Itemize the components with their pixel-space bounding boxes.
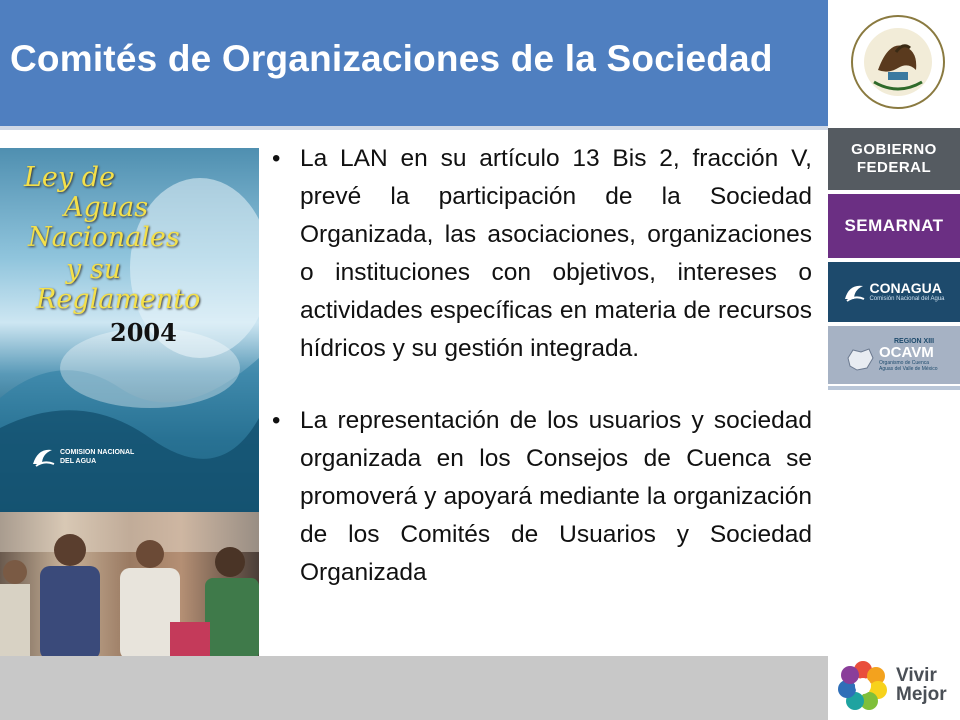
book-year: 2004	[110, 318, 177, 347]
sidebar-divider	[828, 386, 960, 390]
book-title-line-1: Ley de	[24, 162, 116, 193]
ocavm-subtitle: Organismo de Cuenca Aguas del Valle de México	[879, 360, 938, 372]
conagua-logo	[828, 262, 960, 322]
cna-publisher-logo	[30, 444, 134, 470]
vivir-mejor-logo	[836, 655, 960, 715]
valley-map-icon	[845, 346, 875, 372]
semarnat-logo	[828, 194, 960, 258]
conagua-wave-icon	[30, 444, 56, 470]
mexican-coat-of-arms-icon	[848, 12, 948, 112]
footer-bar	[0, 656, 828, 720]
book-title-line-2: Aguas	[64, 192, 149, 223]
bullet-lan-article: • La LAN en su artículo 13 Bis 2, fracción V, prevé la participación de la Sociedad Organizada, las asociaciones, organizaciones o instituciones con objetivos, intereses o actividades específicas en materia de recursos hídricos y su gestión integrada.	[272, 140, 812, 368]
title-underline	[0, 126, 828, 130]
ocavm-logo	[828, 326, 960, 384]
publisher-line-1: COMISION NACIONAL	[60, 449, 135, 456]
law-book-cover-image	[0, 148, 259, 512]
mejor-label: Mejor	[896, 684, 947, 705]
gobierno-line-1: GOBIERNO	[851, 141, 937, 158]
title-banner	[0, 0, 828, 126]
people-silhouettes	[0, 512, 259, 660]
conagua-wave-icon	[843, 281, 865, 303]
institution-sidebar	[828, 0, 960, 720]
slide-title: Comités de Organizaciones de la Sociedad	[10, 38, 773, 79]
bullet-user-representation: • La representación de los usuarios y sociedad organizada en los Consejos de Cuenca se promoverá y apoyará mediante la organización de los Comités de Usuarios y Sociedad Organizada	[272, 402, 812, 592]
ocavm-region: REGION XIII	[893, 338, 935, 345]
conagua-subtitle: Comisión Nacional del Agua	[869, 296, 945, 302]
book-title-line-3: Nacionales	[28, 222, 180, 253]
semarnat-label: SEMARNAT	[844, 216, 944, 235]
meeting-people-photo	[0, 512, 259, 660]
vivir-mejor-flower-icon	[836, 658, 890, 712]
book-title-line-4: y su	[66, 254, 122, 285]
gobierno-federal-logo	[828, 128, 960, 190]
ocavm-label: OCAVM	[879, 344, 934, 361]
slide-content	[272, 140, 812, 626]
conagua-label: CONAGUA	[869, 280, 942, 296]
book-title-line-5: Reglamento	[36, 284, 201, 315]
publisher-line-2: DEL AGUA	[60, 458, 97, 465]
gobierno-line-2: FEDERAL	[856, 159, 932, 176]
vivir-label: Vivir	[896, 665, 937, 686]
